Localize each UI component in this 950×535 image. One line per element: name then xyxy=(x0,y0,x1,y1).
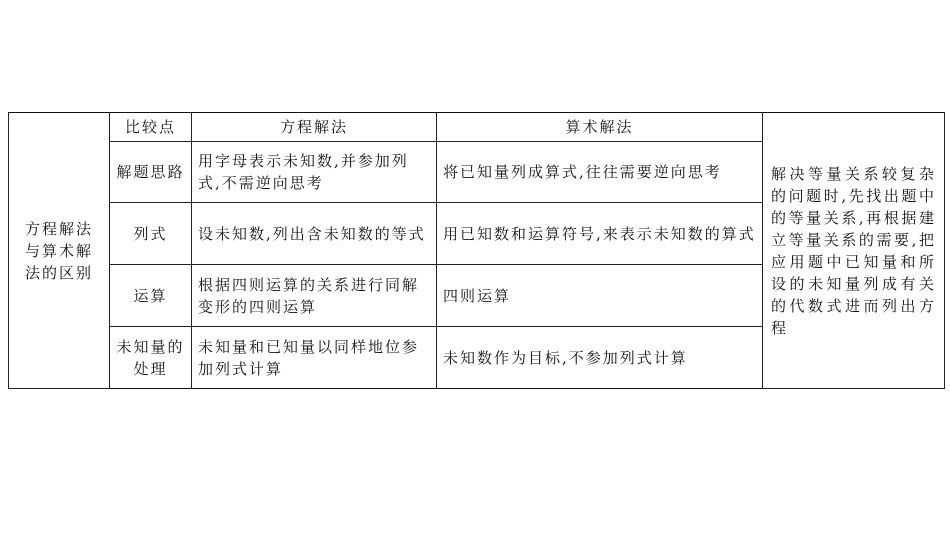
row-point: 未知量的处理 xyxy=(116,337,185,378)
row-equation: 根据四则运算的关系进行同解变形的四则运算 xyxy=(198,275,420,316)
header-arithmetic: 算术解法 xyxy=(565,118,634,136)
row-equation: 设未知数,列出含未知数的等式 xyxy=(198,224,426,243)
header-compare: 比较点 xyxy=(124,118,176,136)
row-equation: 用字母表示未知数,并参加列式,不需逆向思考 xyxy=(198,152,409,192)
row-equation-cell xyxy=(192,142,437,203)
row-point-cell xyxy=(110,203,192,265)
row-arithmetic-cell xyxy=(437,203,763,265)
row-arithmetic-cell xyxy=(437,327,763,389)
row-point-cell xyxy=(110,142,192,203)
row-point-cell xyxy=(110,265,192,327)
row-arithmetic: 未知数作为目标,不参加列式计算 xyxy=(443,348,688,367)
row-point: 列式 xyxy=(133,224,168,243)
row-arithmetic: 用已知数和运算符号,来表示未知数的算式 xyxy=(443,224,756,243)
header-arithmetic-cell xyxy=(437,113,763,142)
row-arithmetic-cell xyxy=(437,142,763,203)
topic-cell xyxy=(9,113,110,389)
row-equation: 未知量和已知量以同样地位参加列式计算 xyxy=(198,337,420,378)
comparison-table xyxy=(8,112,945,389)
row-arithmetic: 将已知量列成算式,往往需要逆向思考 xyxy=(443,163,722,181)
row-point-cell xyxy=(110,327,192,389)
row-point: 解题思路 xyxy=(116,163,185,181)
row-equation-cell xyxy=(192,203,437,265)
topic-text: 方程解法与算术解法的区别 xyxy=(24,219,93,282)
row-arithmetic-cell xyxy=(437,265,763,327)
table-header-row xyxy=(9,113,945,142)
row-point: 运算 xyxy=(133,286,168,305)
summary-text: 解决等量关系较复杂的问题时,先找出题中的等量关系,再根据建立等量关系的需要,把应用题中已知量和所设的未知量列成有关的代数式进而列出方程 xyxy=(771,164,936,337)
header-equation-cell xyxy=(192,113,437,142)
summary-cell xyxy=(763,113,945,389)
row-equation-cell xyxy=(192,265,437,327)
header-equation: 方程解法 xyxy=(279,118,348,136)
row-arithmetic: 四则运算 xyxy=(443,286,512,305)
header-compare-cell xyxy=(110,113,192,142)
row-equation-cell xyxy=(192,327,437,389)
